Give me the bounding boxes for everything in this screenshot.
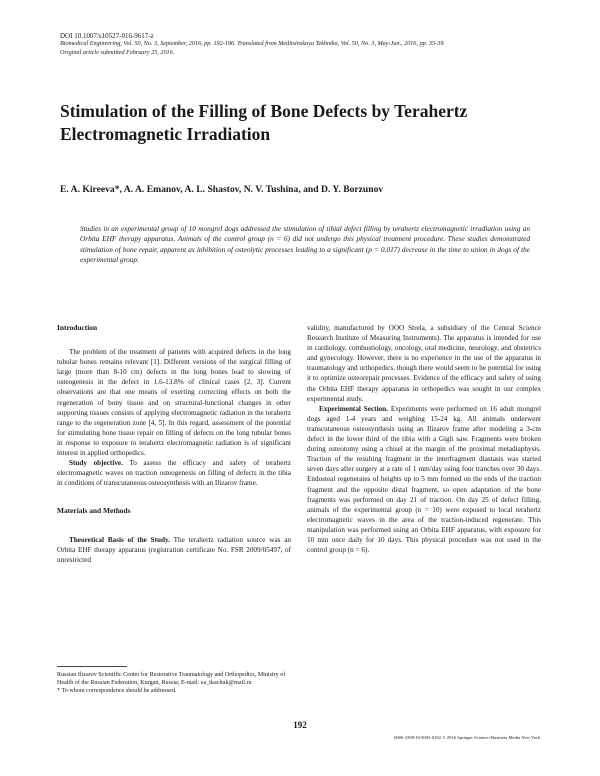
article-title	[60, 100, 540, 146]
theory-paragraph	[57, 535, 291, 565]
left-column	[57, 323, 291, 565]
doi-line: DOI 10.1007/s10527-016-9617-z	[60, 32, 154, 40]
objective-label: Study objective.	[69, 459, 123, 468]
correspondence-note: * To whom correspondence should be addressed.	[57, 688, 177, 695]
methods-heading: Materials and Methods	[57, 506, 131, 516]
abstract: Studies in an experimental group of 10 mongrel dogs addressed the stimulation of tibial defect filling by terahertz electromagnetic irradiation using an Orbita EHF therapy apparatus. Animals of the control group (n = 6) did not undergo this physical treatment procedure. These studies demonstrated stimulation of bone repair, apparent as inhibition of osteolytic processes leading to a significant (p = 0.017) decrease in the time to union in dogs of the experimental group.	[80, 224, 530, 265]
title-line-2: Electromagnetic Irradiation	[60, 124, 271, 144]
introduction-paragraph: The problem of the treatment of patients with acquired defects in the long tubular bones remains relevant [1]. Different versions of the surgical filling of large (more than 8-10 cm) defects in the long bones lead to slowing of osteogenesis in the defect in 1.6-13.8% of clinical cases [2, 3]. Current observations are that one means of exerting correcting effects on both the regeneration of bony tissue and on structural-functional changes in other supporting tissues consists of applying electromagnetic radiation in the terahertz range to the regeneration zone [4, 5]. In this regard, assessment of the potential for stimulating bone tissue repair on filling of defects on the long tubular bones in response to exposure to terahertz electromagnetic radiation is of significant interest in applied orthopedics.	[57, 348, 291, 458]
author-list: E. A. Kireeva*, A. A. Emanov, A. L. Shastov, N. V. Tushina, and D. Y. Borzunov	[60, 184, 384, 195]
objective-paragraph	[57, 458, 291, 488]
journal-citation: Biomedical Engineering, Vol. 50, No. 3, September, 2016, pp. 192-196. Translated from Meditsinskaya Tekhnika, Vol. 50, No. 3, May-Jun., 2016, pp. 35-39.	[60, 40, 445, 48]
submission-date: Original article submitted February 25, 2016.	[60, 48, 175, 56]
experimental-paragraph	[307, 404, 541, 555]
issn-copyright-line: 0006-3398/16/5003-0192 © 2016 Springer Science+Business Media New York	[394, 735, 540, 740]
apparatus-paragraph: validity, manufactured by OOO Strela, a subsidiary of the Central Science Research Institute of Measuring Instruments). The apparatus is intended for use in cardiology, combustiology, oncology, oral medicine, neurology, and obstetrics and gynecology. However, there is no experience in the use of the apparatus in traumatology and orthopedics, though there would seem to be potential for using it to optimize osteorepair processes. Evidence of the efficacy and safety of using the Orbita EHF therapy apparatus in orthopedics was sought in our complex experimental study.	[307, 324, 541, 403]
experimental-text: Experiments were performed on 16 adult mongrel dogs aged 1-4 years and weighing 15-24 kg. All animals underwent transcutaneous osteosynthesis using an Ilizarov frame after modeling a 3-cm defect in the lower third of the tibia with a Gigli saw. Fragments were broken during osteotomy using a chisel at the margin of the proximal metadiaphysis. Traction of the resulting fragment in the interfragment diastasis was started seven days after surgery at a rate of 1 mm/day using four tranches over 30 days. Endosteal regenerates of heights up to 5 mm formed on the ends of the traction fragment and the opposite distal fragment, so open adaptation of the bone fragments was performed on day 21 of traction. On day 25 of defect filling, animals of the experimental group (n = 10) were exposed to local terahertz electromagnetic waves in the area of the traction-induced regenerate. This manipulation was performed using an Orbita EHF apparatus, with exposure for 10 min once daily for 10 days. This physical procedure was not used in the control group (n = 6).	[307, 404, 541, 555]
page-number: 192	[293, 720, 307, 730]
experimental-label: Experimental Section.	[319, 404, 388, 413]
article-metadata	[60, 32, 540, 57]
footnote-divider	[57, 666, 127, 667]
footnote	[57, 671, 291, 696]
theory-text: The terahertz radiation source was an Orbita EHF therapy apparatus (registration certificate No. FSR 2009/05497, of unrestricted	[57, 535, 291, 564]
affiliation-note: Russian Ilizarov Scientific Center for Restorative Traumatology and Orthopedics, Ministry of Health of the Russian Federation, Kurgan, Russia; E-mail: ea_tkachuk@mail.ru	[57, 672, 286, 687]
objective-text: To assess the efficacy and safety of terahertz electromagnetic waves on traction osteogenesis on filling of defects in the tibia in conditions of transcutaneous osteosynthesis with an Ilizarov frame.	[57, 459, 291, 488]
title-line-1: Stimulation of the Filling of Bone Defects by Terahertz	[60, 101, 468, 121]
introduction-heading: Introduction	[57, 323, 98, 332]
right-column	[307, 323, 541, 555]
theory-label: Theoretical Basis of the Study.	[69, 535, 170, 544]
